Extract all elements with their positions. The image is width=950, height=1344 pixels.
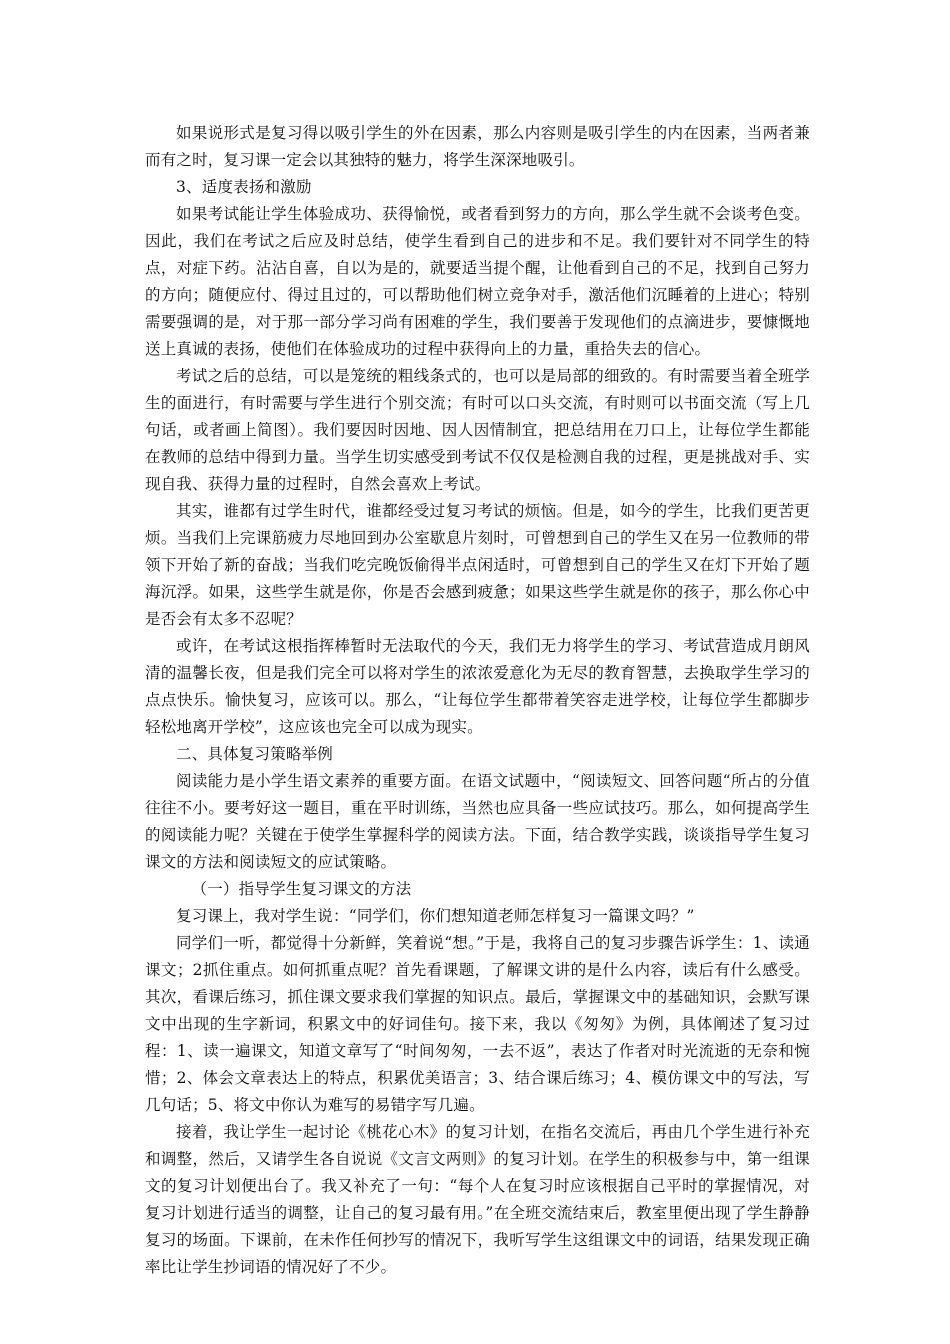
paragraph: 或许，在考试这根指挥棒暂时无法取代的今天，我们无力将学生的学习、考试营造成月朗风清的温馨长夜，但是我们完全可以将对学生的浓浓爱意化为无尽的教育智慧，去换取学生学习的点点快乐。愉快复习，应该可以。那么，“让每位学生都带着笑容走进学校，让每位学生都脚步轻松地离开学校”，这应该也完全可以成为现实。 xyxy=(145,637,810,736)
paragraph: 考试之后的总结，可以是笼统的粗线条式的，也可以是局部的细致的。有时需要当着全班学生的面进行，有时需要与学生进行个别交流；有时可以口头交流，有时则可以书面交流（写上几句话，或者画上简图）。我们要因时因地、因人因情制宜，把总结用在刀口上，让每位学生都能在教师的总结中得到力量。当学生切实感受到考试不仅仅是检测自我的过程，更是挑战对手、实现自我、获得力量的过程时，自然会喜欢上考试。 xyxy=(145,367,810,493)
paragraph: 接着，我让学生一起讨论《桃花心木》的复习计划，在指名交流后，再由几个学生进行补充和调整，然后，又请学生各自说说《文言文两则》的复习计划。在学生的积极参与中，第一组课文的复习计划便出台了。我又补充了一句：“每个人在复习时应该根据自己平时的掌握情况，对复习计划进行适当的调整，让自己的复习最有用。”在全班交流结束后，教室里便出现了学生静静复习的场面。下课前，在未作任何抄写的情况下，我听写学生这组课文中的词语，结果发现正确率比让学生抄词语的情况好了不少。 xyxy=(145,1123,810,1276)
subsection-heading: （一）指导学生复习课文的方法 xyxy=(191,880,412,898)
paragraph: 同学们一听，都觉得十分新鲜，笑着说“想。”于是，我将自己的复习步骤告诉学生：1、读通课文；2抓住重点。如何抓重点呢？首先看课题，了解课文讲的是什么内容，读后有什么感受。其次，看课后练习，抓住课文要求我们掌握的知识点。最后，掌握课文中的基础知识，会默写课文中出现的生字新词，积累文中的好词佳句。接下来，我以《匆匆》为例，具体阐述了复习过程：1、读一遍课文，知道文章写了“时间匆匆，一去不返”，表达了作者对时光流逝的无奈和惋惜；2、体会文章表达上的特点，积累优美语言；3、结合课后练习；4、模仿课文中的写法，写几句话；5、将文中你认为难写的易错字写几遍。 xyxy=(145,934,810,1114)
paragraph: 如果说形式是复习得以吸引学生的外在因素，那么内容则是吸引学生的内在因素，当两者兼而有之时，复习课一定会以其独特的魅力，将学生深深地吸引。 xyxy=(145,124,810,169)
paragraph: 阅读能力是小学生语文素养的重要方面。在语文试题中，“阅读短文、回答问题“所占的分值往往不小。要考好这一题目，重在平时训练，当然也应具备一些应试技巧。那么，如何提高学生的阅读能力呢？关键在于使学生掌握科学的阅读方法。下面，结合教学实践，谈谈指导学生复习课文的方法和阅读短文的应试策略。 xyxy=(145,772,810,871)
paragraph: 其实，谁都有过学生时代，谁都经受过复习考试的烦恼。但是，如今的学生，比我们更苦更烦。当我们上完课筋疲力尽地回到办公室歇息片刻时，可曾想到自己的学生又在另一位教师的带领下开始了新的奋战；当我们吃完晚饭偷得半点闲适时，可曾想到自己的学生又在灯下开始了题海沉浮。如果，这些学生就是你，你是否会感到疲惫；如果这些学生就是你的孩子，那么你心中是否会有太多不忍呢？ xyxy=(145,502,810,628)
section-heading: 3、适度表扬和激励 xyxy=(176,178,312,196)
paragraph: 复习课上，我对学生说：“同学们，你们想知道老师怎样复习一篇课文吗？” xyxy=(176,907,695,925)
paragraph: 如果考试能让学生体验成功、获得愉悦，或者看到努力的方向，那么学生就不会谈考色变。因此，我们在考试之后应及时总结，使学生看到自己的进步和不足。我们要针对不同学生的特点，对症下药。沾沾自喜，自以为是的，就要适当提个醒，让他看到自己的不足，找到自己努力的方向；随便应付、得过且过的，可以帮助他们树立竞争对手，激活他们沉睡着的上进心；特别需要强调的是，对于那一部分学习尚有困难的学生，我们要善于发现他们的点滴进步，要慷慨地送上真诚的表扬，使他们在体验成功的过程中获得向上的力量，重拾失去的信心。 xyxy=(145,205,810,358)
document-body xyxy=(145,120,810,1281)
section-heading: 二、具体复习策略举例 xyxy=(176,745,334,763)
